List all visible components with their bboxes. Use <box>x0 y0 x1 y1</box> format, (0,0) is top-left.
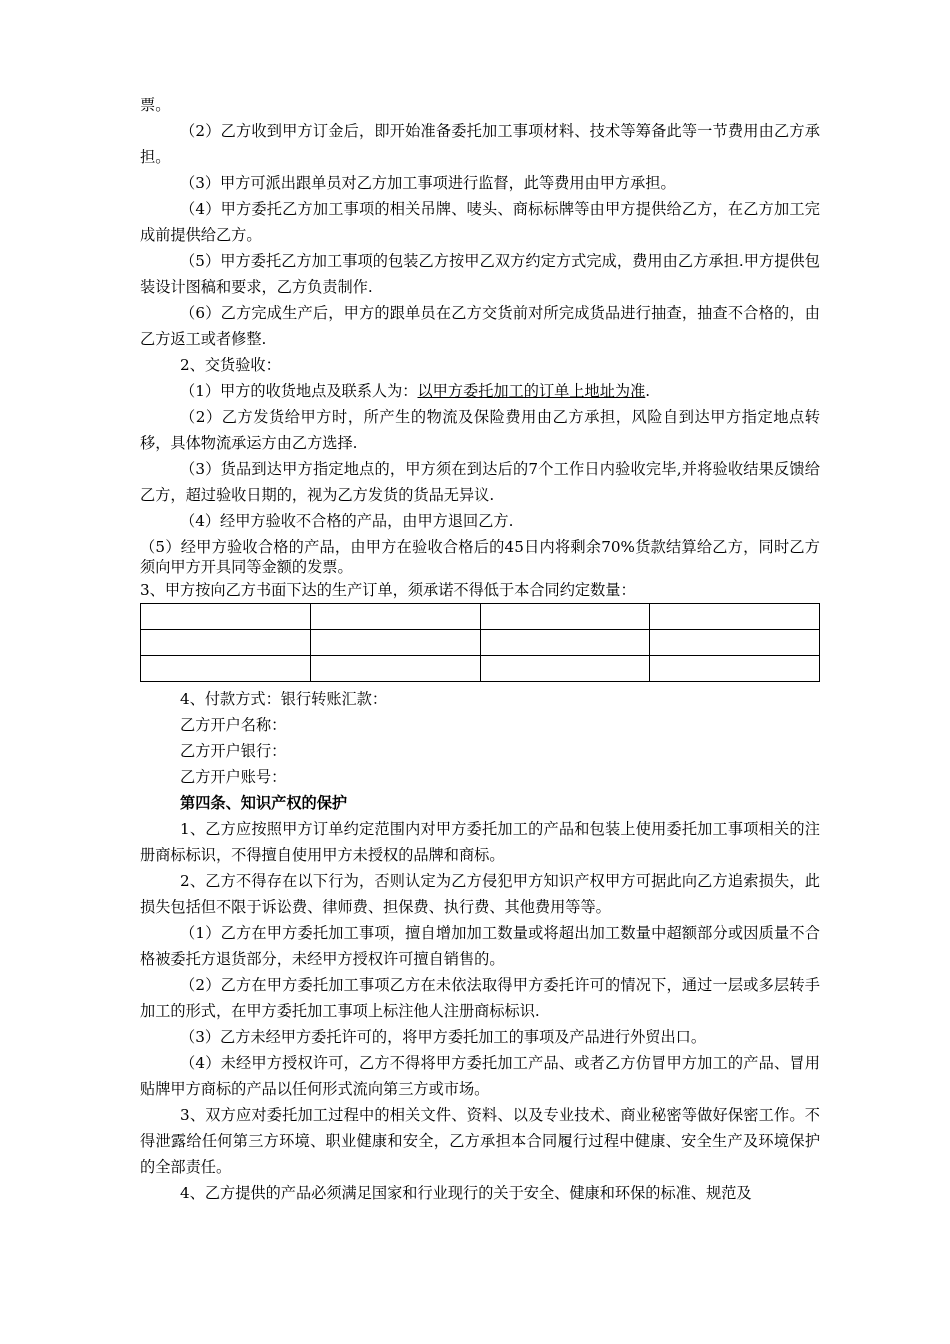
paragraph: （4）甲方委托乙方加工事项的相关吊牌、唛头、商标标牌等由甲方提供给乙方，在乙方加工完成前提供给乙方。 <box>140 200 820 244</box>
paragraph: 4、乙方提供的产品必须满足国家和行业现行的关于安全、健康和环保的标准、规范及 <box>180 1184 752 1202</box>
table-cell <box>310 604 480 630</box>
delivery-location-paragraph <box>140 378 820 404</box>
contract-body <box>140 92 820 1206</box>
table-cell <box>141 656 311 682</box>
table-cell <box>141 604 311 630</box>
paragraph: （1）乙方在甲方委托加工事项，擅自增加加工数量或将超出加工数量中超额部分或因质量不合格被委托方退货部分，未经甲方授权许可擅自销售的。 <box>140 924 820 968</box>
paragraph: 2、交货验收： <box>180 356 281 374</box>
paragraph: 乙方开户账号： <box>180 768 287 786</box>
paragraph: （4）未经甲方授权许可，乙方不得将甲方委托加工产品、或者乙方仿冒甲方加工的产品、冒用贴牌甲方商标的产品以任何形式流向第三方或市场。 <box>140 1054 820 1098</box>
delivery-location-prefix: （1）甲方的收货地点及联系人为： <box>180 382 418 400</box>
table-cell <box>310 656 480 682</box>
table-cell <box>650 656 820 682</box>
section-heading: 第四条、知识产权的保护 <box>180 794 348 812</box>
paragraph: （3）乙方未经甲方委托许可的，将甲方委托加工的事项及产品进行外贸出口。 <box>180 1028 707 1046</box>
paragraph: 乙方开户银行： <box>180 742 287 760</box>
paragraph: （3）货品到达甲方指定地点的，甲方须在到达后的7个工作日内验收完毕,并将验收结果反馈给乙方，超过验收日期的，视为乙方发货的货品无异议. <box>140 460 820 504</box>
table-cell <box>650 630 820 656</box>
table-cell <box>480 656 650 682</box>
paragraph: 3、双方应对委托加工过程中的相关文件、资料、以及专业技术、商业秘密等做好保密工作。不得泄露给任何第三方环境、职业健康和安全，乙方承担本合同履行过程中健康、安全生产及环境保护的全部责任。 <box>140 1106 820 1176</box>
order-quantity-table <box>140 603 820 682</box>
paragraph: （3）甲方可派出跟单员对乙方加工事项进行监督，此等费用由甲方承担。 <box>180 174 676 192</box>
paragraph: 4、付款方式：银行转账汇款： <box>180 690 388 708</box>
table-row <box>141 630 820 656</box>
table-cell <box>650 604 820 630</box>
table-row <box>141 604 820 630</box>
table-cell <box>141 630 311 656</box>
paragraph: （5）甲方委托乙方加工事项的包装乙方按甲乙双方约定方式完成，费用由乙方承担.甲方提供包装设计图稿和要求，乙方负责制作. <box>140 252 820 296</box>
paragraph: 乙方开户名称： <box>180 716 287 734</box>
paragraph: （2）乙方在甲方委托加工事项乙方在未依法取得甲方委托许可的情况下，通过一层或多层转手加工的形式，在甲方委托加工事项上标注他人注册商标标识. <box>140 976 820 1020</box>
paragraph: （2）乙方发货给甲方时，所产生的物流及保险费用由乙方承担，风险自到达甲方指定地点转移，具体物流承运方由乙方选择. <box>140 408 820 452</box>
table-row <box>141 656 820 682</box>
delivery-location-underlined: 以甲方委托加工的订单上地址为准 <box>417 382 646 400</box>
table-cell <box>310 630 480 656</box>
paragraph: 1、乙方应按照甲方订单约定范围内对甲方委托加工的产品和包装上使用委托加工事项相关的注册商标标识，不得擅自使用甲方未授权的品牌和商标。 <box>140 820 820 864</box>
delivery-location-suffix: . <box>645 382 651 400</box>
paragraph-payment-5: （5）经甲方验收合格的产品，由甲方在验收合格后的45日内将剩余70%货款结算给乙方，同时乙方须向甲方开具同等金额的发票。 <box>140 538 820 576</box>
paragraph: 2、乙方不得存在以下行为，否则认定为乙方侵犯甲方知识产权甲方可据此向乙方追索损失，此损失包括但不限于诉讼费、律师费、担保费、执行费、其他费用等等。 <box>140 872 820 916</box>
paragraph: （4）经甲方验收不合格的产品，由甲方退回乙方. <box>180 512 514 530</box>
paragraph-order-quantity: 3、甲方按向乙方书面下达的生产订单，须承诺不得低于本合同约定数量： <box>140 581 636 599</box>
paragraph: （6）乙方完成生产后，甲方的跟单员在乙方交货前对所完成货品进行抽查，抽查不合格的，由乙方返工或者修整. <box>140 304 820 348</box>
paragraph: 票。 <box>140 96 171 114</box>
table-cell <box>480 604 650 630</box>
table-cell <box>480 630 650 656</box>
paragraph: （2）乙方收到甲方订金后，即开始准备委托加工事项材料、技术等筹备此等一节费用由乙方承担。 <box>140 122 820 166</box>
